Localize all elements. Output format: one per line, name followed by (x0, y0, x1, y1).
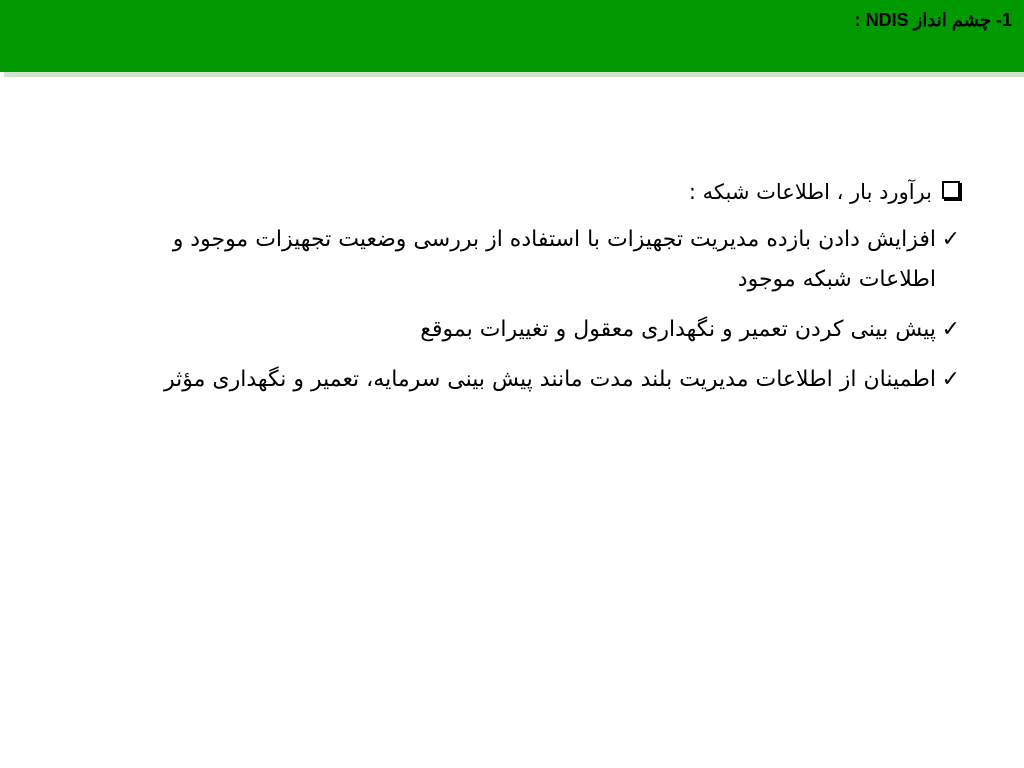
slide-title: 1- چشم انداز NDIS : (854, 10, 1012, 30)
check-item-1 (70, 220, 960, 300)
check-item-2 (70, 310, 960, 350)
check-item-text: پیش بینی کردن تعمیر و نگهداری معقول و تغییرات بموقع (420, 317, 936, 342)
main-bullet-item (70, 172, 960, 212)
main-bullet-text: برآورد بار ، اطلاعات شبکه : (688, 180, 932, 204)
check-item-text: افزایش دادن بازده مدیریت تجهیزات با استفاده از بررسی وضعیت تجهیزات موجود و اطلاعات شبکه موجود (172, 227, 936, 292)
checkmark-icon: ✓ (941, 317, 960, 342)
check-item-text: اطمینان از اطلاعات مدیریت بلند مدت مانند پیش بینی سرمایه، تعمیر و نگهداری مؤثر (164, 367, 936, 392)
hollow-square-bullet-icon (942, 181, 960, 199)
checkmark-icon: ✓ (941, 227, 960, 252)
title-bar-shadow (4, 72, 1024, 77)
slide-content (70, 172, 960, 410)
checkmark-icon: ✓ (941, 367, 960, 392)
check-item-3 (70, 360, 960, 400)
